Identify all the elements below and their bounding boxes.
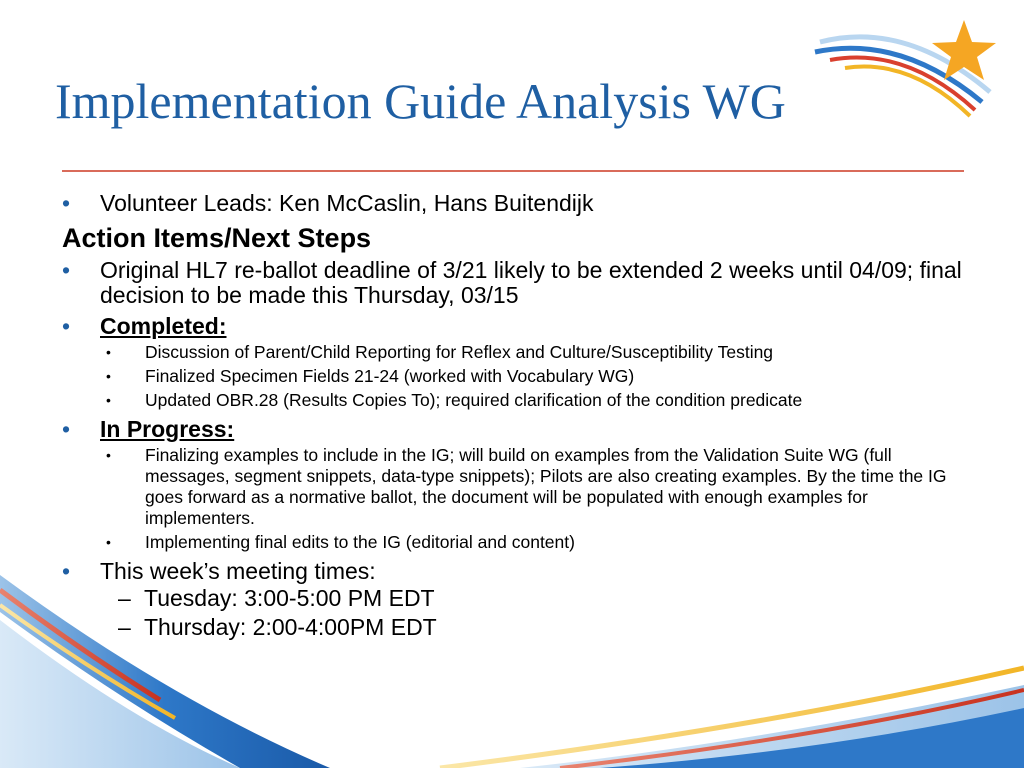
volunteer-leads-text: Volunteer Leads: Ken McCaslin, Hans Buitendijk [100,190,594,216]
bullet-icon: • [106,344,111,360]
meeting-time-text: Thursday: 2:00-4:00PM EDT [144,614,437,640]
bullet-icon: • [62,313,71,339]
star-swoosh-logo [815,20,996,116]
in-progress-subitem [62,445,962,529]
subitem-text: Implementing final edits to the IG (editorial and content) [145,532,575,552]
deadline-item [62,258,962,308]
bullet-icon: • [62,190,71,216]
meeting-time-text: Tuesday: 3:00-5:00 PM EDT [144,585,435,611]
bullet-icon: • [62,257,71,283]
bullet-icon: • [62,416,71,442]
dash-bullet-icon: – [118,614,131,640]
bullet-icon: • [106,392,111,408]
dash-bullet-icon: – [118,585,131,611]
meetings-label: This week’s meeting times: [100,558,376,584]
subitem-text: Finalizing examples to include in the IG; will build on examples from the Validation Suite WG (full messages, segment snippets, data-type snippets); Pilots are also creating examples. By the time the IG goes forward as a normative ballot, the document will be populated with enough examples for implementers. [145,445,947,528]
completed-label: Completed: [100,313,227,339]
bullet-icon: • [106,534,111,550]
section-heading: Action Items/Next Steps [62,223,372,253]
title-divider [62,170,964,172]
completed-subitem [62,366,962,387]
slide-title: Implementation Guide Analysis WG [55,73,786,129]
subitem-text: Discussion of Parent/Child Reporting for Reflex and Culture/Susceptibility Testing [145,342,774,362]
deadline-text: Original HL7 re-ballot deadline of 3/21 likely to be extended 2 weeks until 04/09; final decision to be made this Thursday, 03/15 [100,257,962,308]
meeting-time-item [62,584,962,613]
subitem-text: Finalized Specimen Fields 21-24 (worked with Vocabulary WG) [145,366,635,386]
subitem-text: Updated OBR.28 (Results Copies To); required clarification of the condition predicate [145,390,803,410]
in-progress-item [62,417,962,442]
completed-item [62,314,962,339]
completed-subitem [62,342,962,363]
volunteer-leads-item [62,191,962,216]
bullet-icon: • [62,558,71,584]
completed-subitem [62,390,962,411]
meeting-time-item [62,613,962,642]
bullet-icon: • [106,368,111,384]
in-progress-label: In Progress: [100,416,235,442]
meetings-item [62,559,962,584]
slide-body [62,191,962,642]
bullet-icon: • [106,447,111,463]
in-progress-subitem [62,532,962,553]
